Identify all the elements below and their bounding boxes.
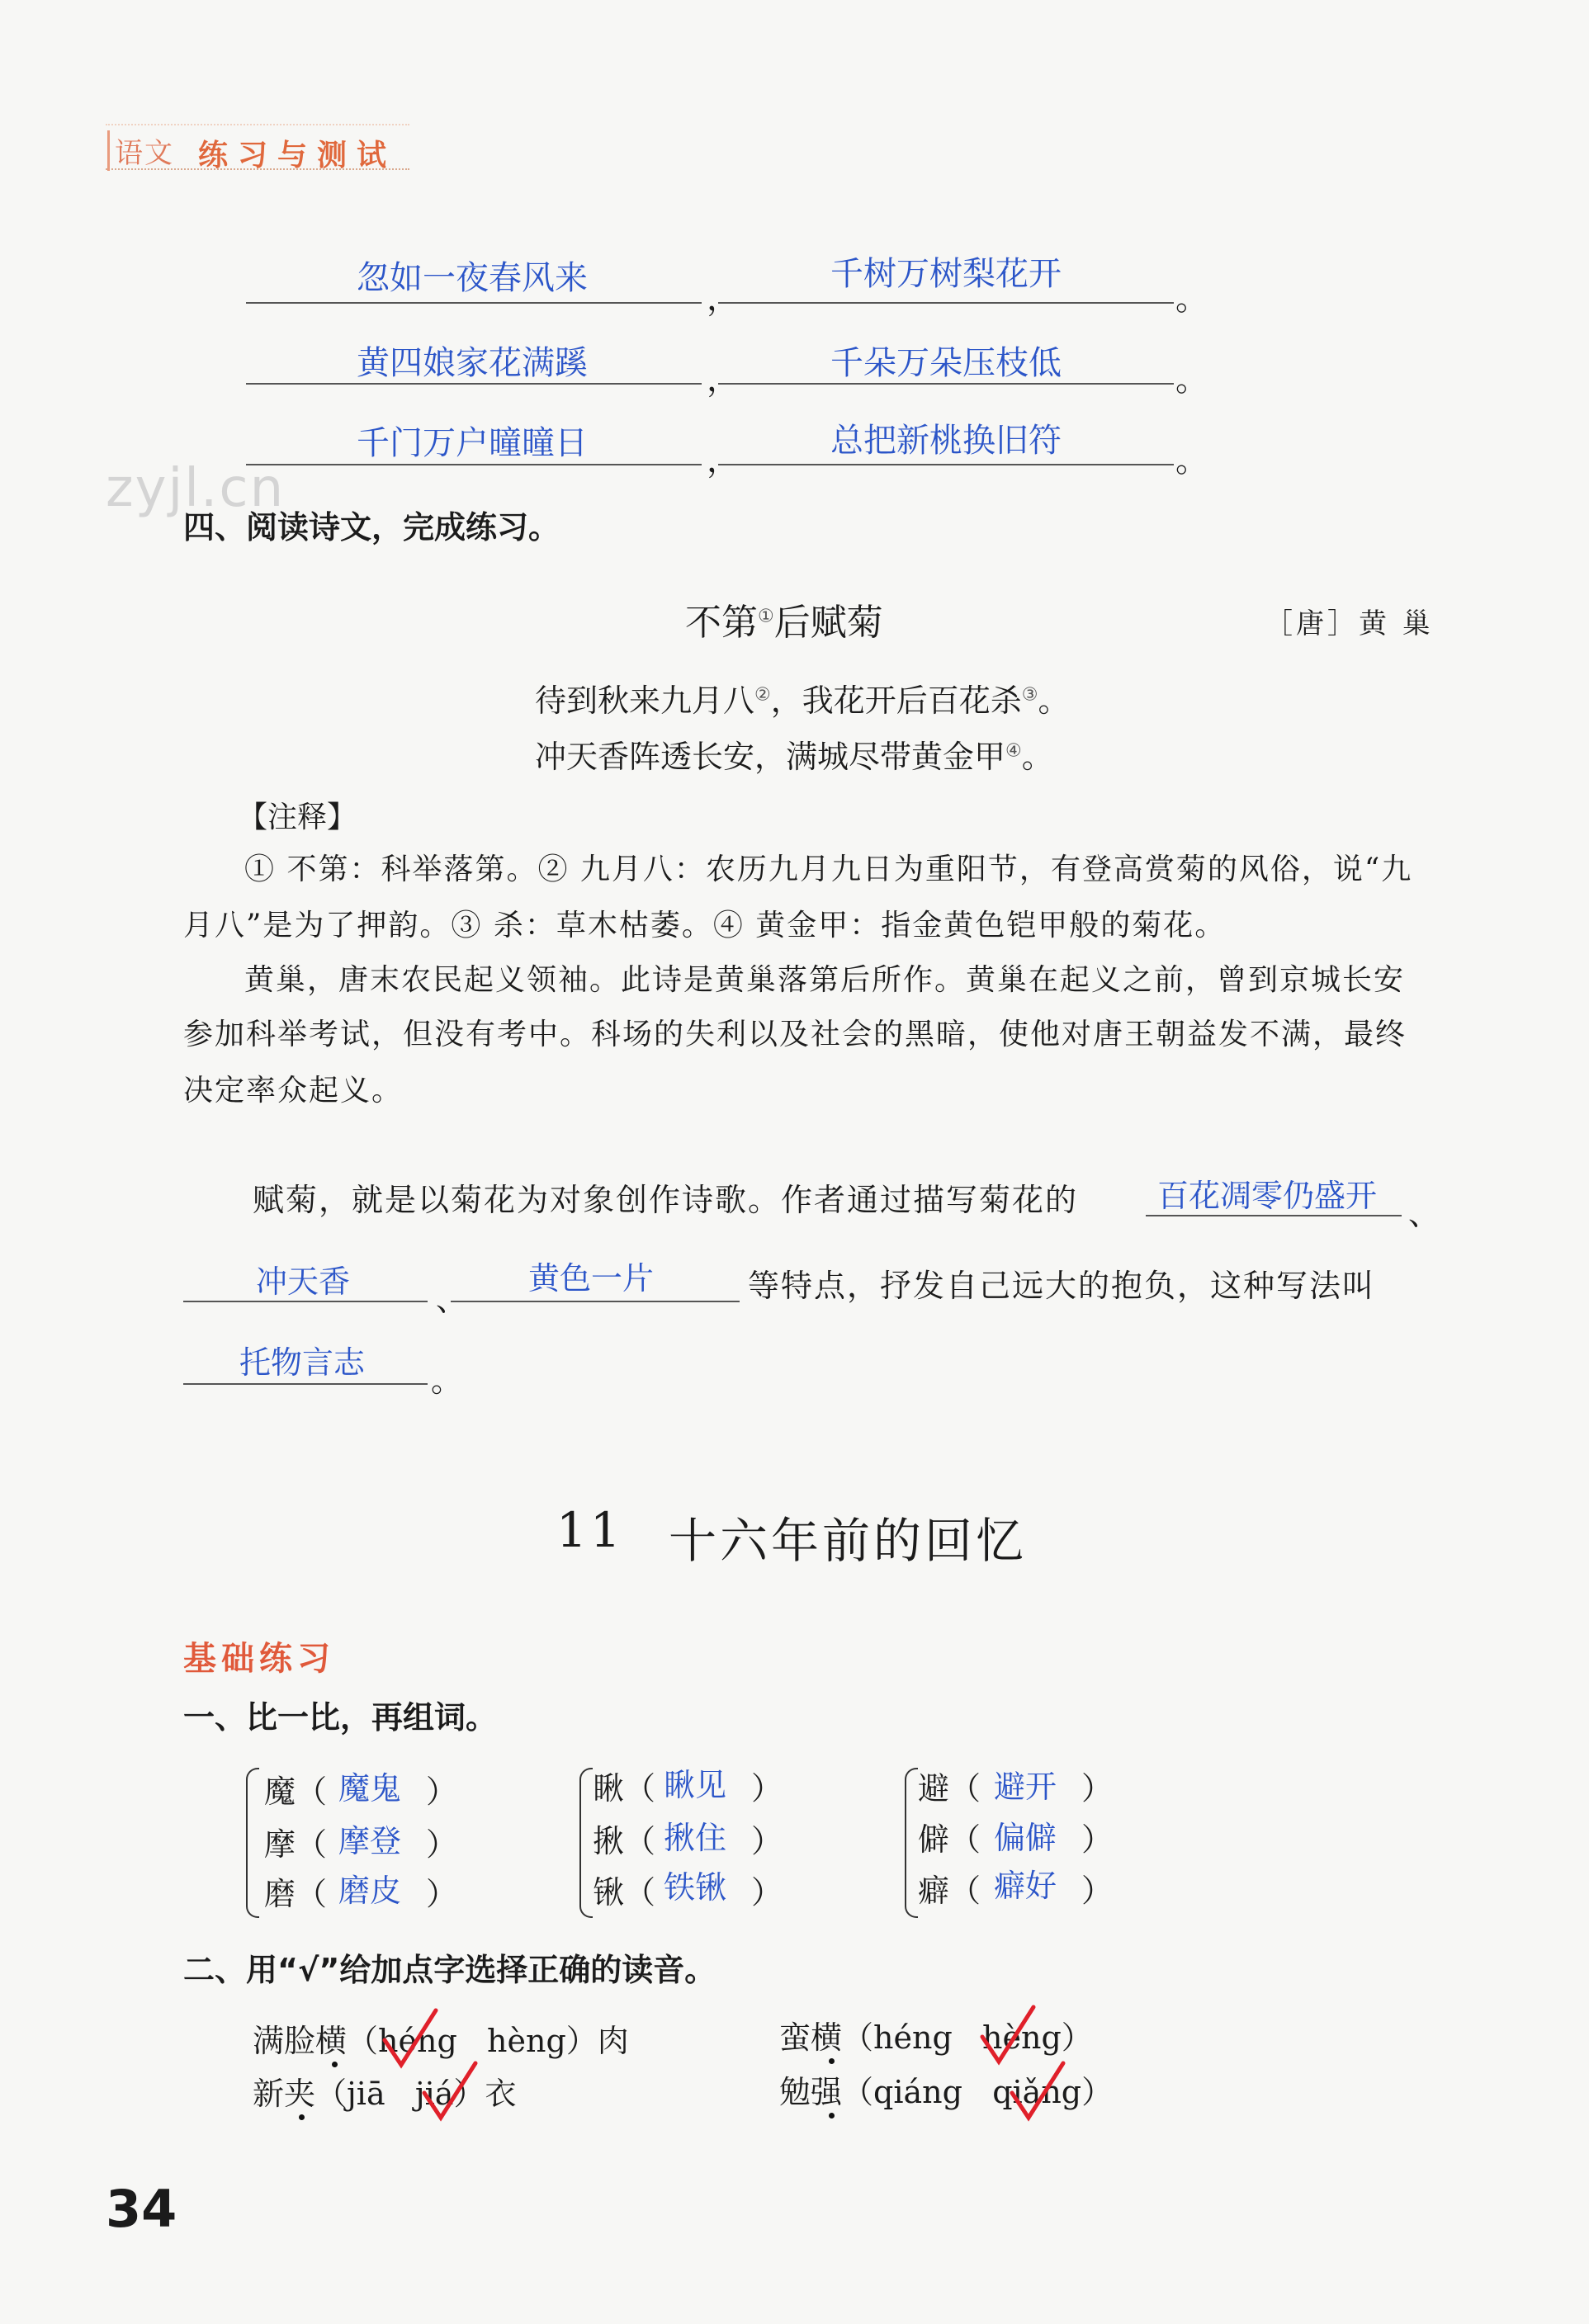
compare-item — [264, 1819, 327, 1864]
answer-word: 铁锹 — [664, 1869, 727, 1906]
watermark: zyjl.cn — [106, 458, 286, 519]
emphasis-dot — [829, 2113, 835, 2119]
word-text: 勉强 — [779, 2074, 843, 2110]
paren: （ — [624, 1874, 656, 1911]
word-text: 满脸横 — [253, 2023, 348, 2059]
period: 。 — [431, 1363, 463, 1399]
answer-line — [718, 464, 1174, 465]
check-mark-icon — [979, 2004, 1038, 2067]
pinyin-option: （jiā — [315, 2076, 385, 2112]
background-line: 黄巢，唐末农民起义领袖。此诗是黄巢落第后所作。黄巢在起义之前，曾到京城长安 — [244, 963, 1406, 997]
answer-text: 千门万户曈曈日 — [357, 424, 588, 462]
compare-item — [264, 1868, 327, 1914]
compare-item — [918, 1763, 981, 1808]
poem-title-part: 不第 — [685, 602, 758, 644]
poem-text: 。 — [1021, 739, 1053, 775]
char: 魔 — [264, 1774, 296, 1810]
paren: ） — [751, 1823, 783, 1859]
pinyin-option: （héng — [842, 2019, 953, 2056]
pinyin-option: qiǎng） — [992, 2074, 1114, 2110]
emphasis-dot — [299, 2114, 305, 2120]
poem-text: 冲天香阵透长安，满城尽带黄金甲 — [535, 739, 1006, 775]
compare-item — [593, 1816, 655, 1861]
period: 。 — [1175, 280, 1208, 318]
compare-item — [918, 1814, 981, 1859]
poem-text: ，我花开后百花杀 — [770, 683, 1022, 719]
pinyin-option: hèng） — [982, 2019, 1093, 2056]
footnote-mark: ④ — [1005, 740, 1022, 762]
answer-line — [246, 383, 702, 385]
answer-word: 瞅见 — [664, 1767, 727, 1803]
notes-line: 月八”是为了押韵。③ 杀：草木枯萎。④ 黄金甲：指金黄色铠甲般的菊花。 — [183, 909, 1227, 942]
question-text: 等特点，抒发自己远大的抱负，这种写法叫 — [748, 1268, 1376, 1304]
word-text: 肉 — [597, 2023, 629, 2059]
paren: （ — [296, 1774, 328, 1810]
answer-word: 避开 — [994, 1769, 1057, 1805]
separator: 、 — [436, 1282, 468, 1318]
char: 揪 — [593, 1823, 625, 1859]
pinyin-option: hèng） — [487, 2023, 598, 2059]
char: 癖 — [918, 1873, 950, 1909]
answer-word: 魔鬼 — [338, 1770, 402, 1807]
page-number: 34 — [106, 2179, 177, 2239]
answer-word: 磨皮 — [338, 1873, 402, 1909]
answer-line — [246, 464, 702, 465]
answer-text: 托物言志 — [239, 1344, 366, 1381]
pinyin-option: jiá） — [414, 2076, 485, 2112]
answer-line — [451, 1301, 740, 1302]
paren: ） — [426, 1826, 458, 1863]
pinyin-item — [779, 2012, 1093, 2057]
answer-text: 千朵万朵压枝低 — [830, 344, 1062, 382]
poem-line-1 — [535, 675, 1070, 720]
poem-text: 待到秋来九月八 — [535, 683, 755, 719]
section-heading-4: 四、阅读诗文，完成练习。 — [183, 509, 560, 546]
answer-line — [183, 1301, 428, 1302]
check-mark-icon — [1009, 2060, 1068, 2123]
answer-text: 黄色一片 — [528, 1260, 655, 1297]
paren: ） — [751, 1874, 783, 1911]
answer-text: 百花凋零仍盛开 — [1157, 1178, 1378, 1214]
background-line: 决定率众起义。 — [183, 1074, 404, 1108]
background-line: 参加科举考试，但没有考中。科场的失利以及社会的黑暗，使他对唐王朝益发不满，最终 — [183, 1018, 1407, 1051]
paren: ） — [426, 1876, 458, 1912]
paren: ） — [1081, 1873, 1114, 1909]
section-heading-2: 二、用“√”给加点字选择正确的读音。 — [183, 1952, 716, 1988]
answer-line — [1146, 1215, 1402, 1216]
poem-title — [685, 593, 883, 645]
question-text: 赋菊，就是以菊花为对象创作诗歌。作者通过描写菊花的 — [253, 1182, 1079, 1218]
answer-line — [183, 1383, 428, 1385]
check-mark-icon — [421, 2060, 480, 2123]
answer-line — [246, 302, 702, 304]
answer-word: 癖好 — [994, 1868, 1057, 1904]
answer-text: 千树万树梨花开 — [830, 255, 1062, 293]
notes-line: ① 不第：科举落第。② 九月八：农历九月九日为重阳节，有登高赏菊的风俗，说“九 — [244, 853, 1413, 886]
comma: ， — [707, 361, 740, 399]
compare-item — [593, 1763, 655, 1808]
basic-practice-label: 基础练习 — [183, 1640, 335, 1678]
pinyin-option: （héng — [347, 2023, 457, 2059]
char: 僻 — [918, 1821, 950, 1858]
period: 。 — [1175, 442, 1208, 479]
brace — [246, 1768, 259, 1918]
answer-text: 黄四娘家花满蹊 — [357, 344, 588, 382]
word-text: 新夹 — [253, 2076, 316, 2112]
char: 磨 — [264, 1876, 296, 1912]
paren: ） — [751, 1770, 783, 1807]
book-title: 练习与测试 — [198, 139, 397, 172]
paren: （ — [949, 1821, 981, 1858]
char: 避 — [918, 1770, 950, 1807]
footnote-mark: ② — [754, 684, 771, 706]
chapter-title: 十六年前的回忆 — [669, 1513, 1028, 1569]
footnote-mark: ③ — [1021, 684, 1038, 706]
emphasis-dot — [332, 2062, 338, 2067]
paren: ） — [1081, 1770, 1114, 1807]
paren: （ — [624, 1823, 656, 1859]
poem-title-part: 后赋菊 — [773, 602, 883, 644]
char: 瞅 — [593, 1770, 625, 1807]
poem-line-2 — [535, 731, 1053, 777]
pinyin-option: （qiáng — [842, 2074, 962, 2110]
chapter-number: 11 — [556, 1502, 624, 1558]
char: 锹 — [593, 1874, 625, 1911]
paren: ） — [1081, 1821, 1114, 1858]
brace — [905, 1768, 918, 1918]
answer-text: 总把新桃换旧符 — [830, 422, 1062, 460]
period: 。 — [1175, 361, 1208, 399]
compare-item — [593, 1867, 655, 1912]
compare-item — [264, 1766, 327, 1811]
answer-line — [718, 383, 1174, 385]
poem-author: ［唐］黄 巢 — [1265, 607, 1434, 640]
paren: ） — [426, 1774, 458, 1810]
answer-line — [718, 302, 1174, 304]
char: 摩 — [264, 1826, 296, 1863]
emphasis-dot — [829, 2058, 835, 2064]
answer-text: 忽如一夜春风来 — [357, 259, 588, 297]
poem-text: 。 — [1038, 683, 1070, 719]
answer-word: 偏僻 — [994, 1820, 1057, 1856]
notes-label: 【注释】 — [238, 801, 357, 834]
paren: （ — [949, 1873, 981, 1909]
answer-word: 摩登 — [338, 1823, 402, 1859]
paren: （ — [296, 1876, 328, 1912]
paren: （ — [624, 1770, 656, 1807]
answer-text: 冲天香 — [256, 1264, 351, 1300]
comma: ， — [707, 280, 740, 318]
word-text: 衣 — [485, 2076, 517, 2112]
paren: （ — [949, 1770, 981, 1807]
answer-word: 揪住 — [664, 1820, 727, 1856]
brace — [579, 1768, 593, 1918]
compare-item — [918, 1865, 981, 1911]
separator: 、 — [1408, 1196, 1440, 1232]
footnote-mark: ① — [758, 606, 774, 627]
word-text: 蛮横 — [779, 2019, 843, 2056]
subject-label: 语文 — [107, 130, 174, 171]
paren: （ — [296, 1826, 328, 1863]
section-heading-1: 一、比一比，再组词。 — [183, 1699, 498, 1736]
comma: ， — [707, 442, 740, 479]
